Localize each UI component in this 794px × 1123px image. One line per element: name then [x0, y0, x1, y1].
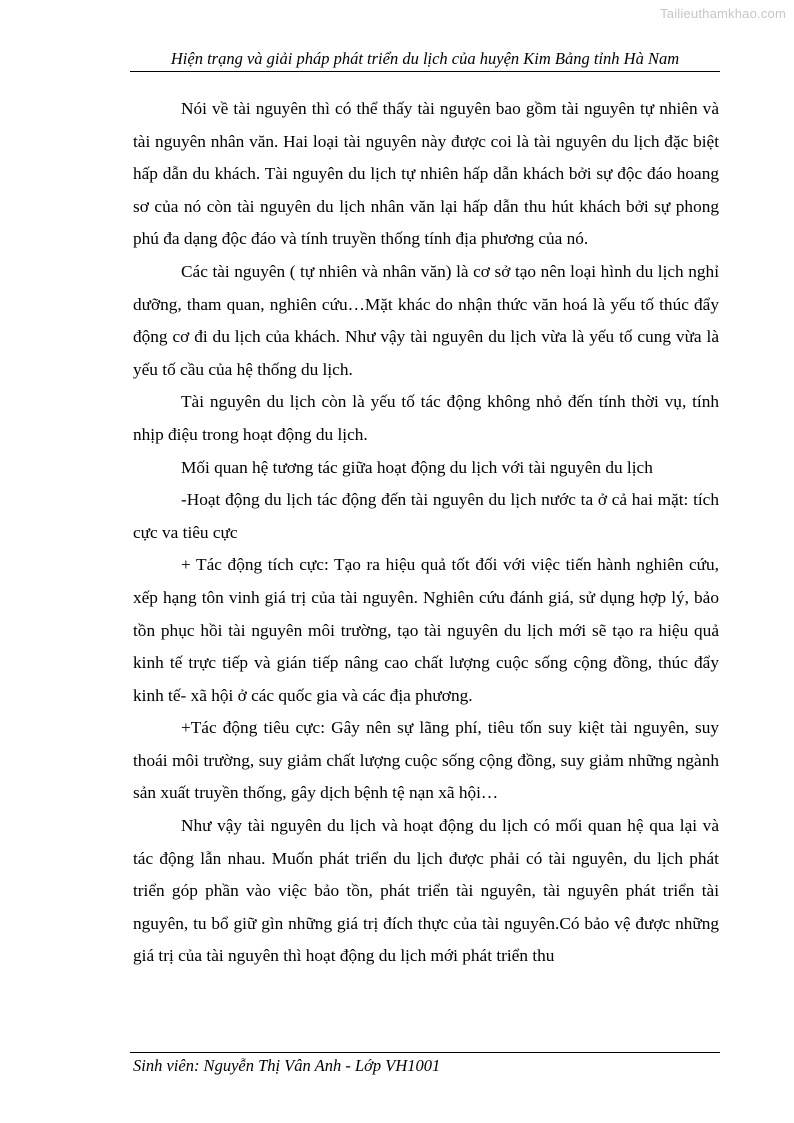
paragraph: + Tác động tích cực: Tạo ra hiệu quả tốt đối với việc tiến hành nghiên cứu, xếp hạng tôn vinh giá trị của tài nguyên. Nghiên cứu đánh giá, sử dụng hợp lý, bảo tồn phục hồi tài nguyên môi trường, tạo tài nguyên du lịch mới sẽ tạo ra hiệu quả kinh tế trực tiếp và gián tiếp nâng cao chất lượng cuộc sống cộng đồng, thúc đẩy kinh tế- xã hội ở các quốc gia và các địa phương. [133, 555, 719, 705]
page-footer-text: Sinh viên: Nguyễn Thị Vân Anh - Lớp VH1001 [133, 1056, 441, 1075]
watermark-text: Tailieuthamkhao.com [660, 6, 786, 21]
paragraph: Như vậy tài nguyên du lịch và hoạt động du lịch có mối quan hệ qua lại và tác động lẫn nhau. Muốn phát triển du lịch được phải có tài nguyên, du lịch phát triển góp phần vào việc bảo tồn, phát triển tài nguyên, tài nguyên phát triển tài nguyên, tu bổ giữ gìn những giá trị đích thực của tài nguyên.Có bảo vệ được những giá trị của tài nguyên thì hoạt động du lịch mới phát triển thu [133, 816, 719, 966]
paragraph: +Tác động tiêu cực: Gây nên sự lãng phí, tiêu tốn suy kiệt tài nguyên, suy thoái môi trường, suy giảm chất lượng cuộc sống cộng đồng, suy giảm những ngành sản xuất truyền thống, gây dịch bệnh tệ nạn xã hội… [133, 718, 719, 803]
document-body [133, 93, 719, 973]
footer-divider [130, 1052, 720, 1053]
paragraph: Các tài nguyên ( tự nhiên và nhân văn) là cơ sở tạo nên loại hình du lịch nghỉ dưỡng, tham quan, nghiên cứu…Mặt khác do nhận thức văn hoá là yếu tố thúc đẩy động cơ đi du lịch của khách. Như vậy tài nguyên du lịch vừa là yếu tố cung vừa là yếu tố cầu của hệ thống du lịch. [133, 261, 719, 379]
paragraph: Tài nguyên du lịch còn là yếu tố tác động không nhỏ đến tính thời vụ, tính nhịp điệu trong hoạt động du lịch. [133, 392, 719, 444]
page-header-title: Hiện trạng và giải pháp phát triển du lịch của huyện Kim Bảng tỉnh Hà Nam [170, 49, 680, 68]
paragraph: Mối quan hệ tương tác giữa hoạt động du lịch với tài nguyên du lịch [181, 457, 653, 477]
paragraph: -Hoạt động du lịch tác động đến tài nguyên du lịch nước ta ở cả hai mặt: tích cực va tiêu cực [133, 490, 719, 542]
paragraph: Nói về tài nguyên thì có thể thấy tài nguyên bao gồm tài nguyên tự nhiên và tài nguyên nhân văn. Hai loại tài nguyên này được coi là tài nguyên du lịch đặc biệt hấp dẫn du khách. Tài nguyên du lịch tự nhiên hấp dẫn khách bởi sự độc đáo hoang sơ của nó còn tài nguyên du lịch nhân văn lại hấp dẫn thu hút khách bởi sự phong phú đa dạng độc đáo và tính truyền thống tính địa phương của nó. [133, 99, 719, 249]
header-divider [130, 71, 720, 72]
